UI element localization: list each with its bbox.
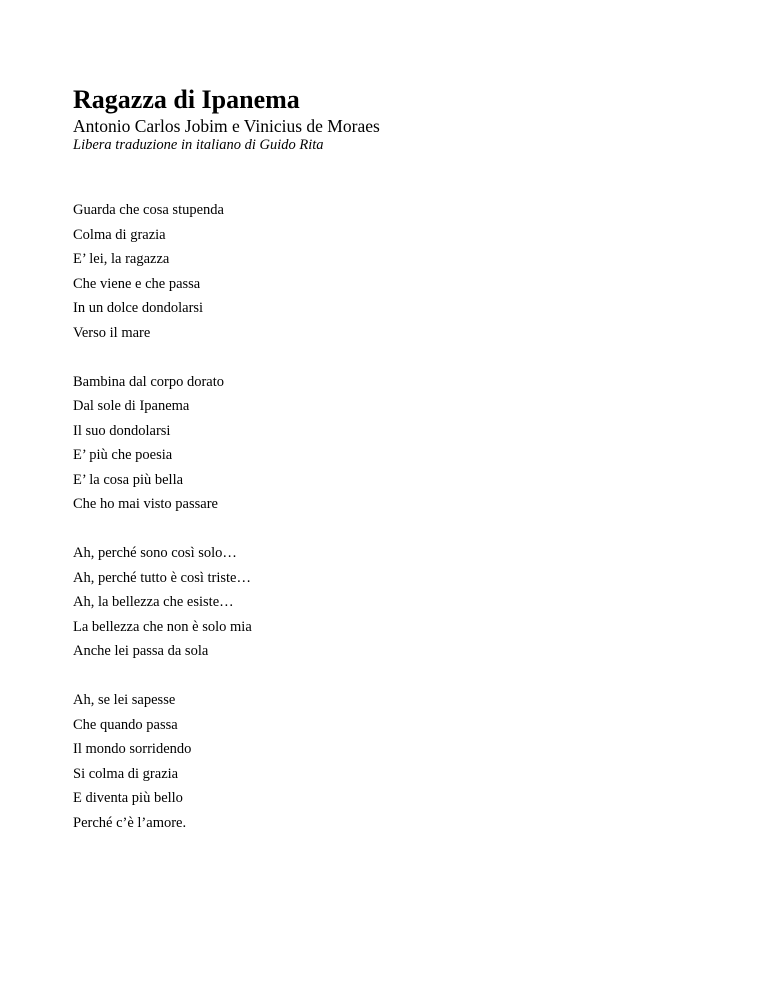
poem-line: In un dolce dondolarsi <box>73 300 204 316</box>
poem-line: Ah, perché sono così solo… <box>73 545 237 561</box>
poem-line: Verso il mare <box>73 324 151 341</box>
document-page <box>73 84 713 860</box>
song-authors: Antonio Carlos Jobim e Vinicius de Moraes <box>73 116 380 136</box>
poem-line: Il suo dondolarsi <box>73 422 171 439</box>
poem-line: Si colma di grazia <box>73 765 179 782</box>
poem-line: Il mondo sorridendo <box>73 741 192 757</box>
poem-line: Ah, la bellezza che esiste… <box>73 594 234 610</box>
poem-line: Colma di grazia <box>73 226 166 243</box>
stanza-4 <box>73 688 713 835</box>
poem-line: E’ più che poesia <box>73 447 173 463</box>
poem-line: Anche lei passa da sola <box>73 643 209 659</box>
poem-line: Che viene e che passa <box>73 275 201 292</box>
poem-line: Dal sole di Ipanema <box>73 398 190 414</box>
stanza-3 <box>73 541 713 664</box>
poem-line: Guarda che cosa stupenda <box>73 202 224 218</box>
poem-line: E diventa più bello <box>73 790 183 806</box>
poem-line: E’ la cosa più bella <box>73 471 184 488</box>
poem-body <box>73 198 713 835</box>
translation-credit: Libera traduzione in italiano di Guido Rita <box>73 137 324 153</box>
stanza-1 <box>73 198 713 345</box>
poem-line: Bambina dal corpo dorato <box>73 373 224 390</box>
poem-line: Che quando passa <box>73 716 178 733</box>
poem-line: Ah, perché tutto è così triste… <box>73 569 251 586</box>
stanza-2 <box>73 370 713 517</box>
song-title: Ragazza di Ipanema <box>73 85 300 114</box>
poem-line: Perché c’è l’amore. <box>73 814 187 831</box>
poem-line: Che ho mai visto passare <box>73 496 218 512</box>
poem-line: Ah, se lei sapesse <box>73 692 176 708</box>
poem-line: E’ lei, la ragazza <box>73 251 170 267</box>
poem-line: La bellezza che non è solo mia <box>73 618 252 635</box>
